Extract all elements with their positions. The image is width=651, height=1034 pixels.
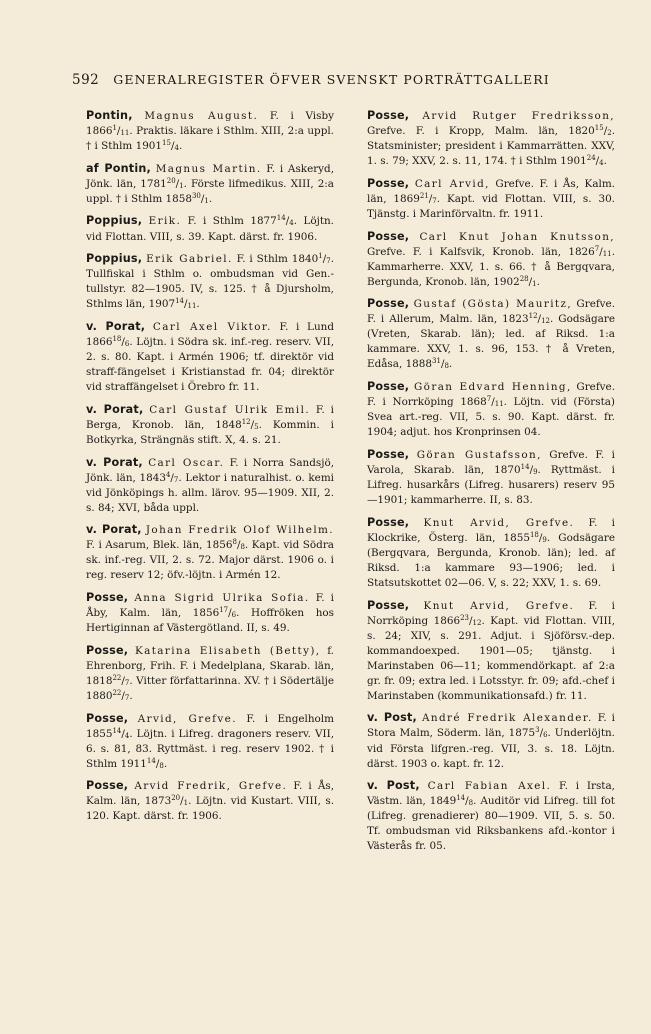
entry-details: F. i Ås, Kalm. län, $1873^{20}/_1$. Löjtn. vid Kustart. VIII, s. 120. Kapt. därst. fr. 1906.: [86, 780, 335, 823]
entry-given-name: Gustaf (Gösta) Mauritz,: [413, 298, 573, 311]
register-entry: [86, 590, 334, 636]
register-entry: [86, 643, 334, 704]
entry-given-name: Knut Arvid, Grefve.: [423, 516, 575, 529]
entry-surname: Posse,: [367, 447, 410, 461]
entry-given-name: Arvid Fredrik, Grefve.: [134, 780, 288, 793]
entry-details: F. i Engelholm $1855^{14}/_4$. Löjtn. i Lifreg. dragoners reserv. VII, 6. s. 81, 83. Ryttmäst. i reg. reserv 1902. † i Sthlm $1911^{14}/_8$.: [86, 712, 334, 770]
entry-given-name: Göran Gustafsson,: [416, 448, 542, 461]
register-entry: [367, 176, 615, 222]
register-entry: [86, 522, 334, 583]
entry-details: F. i Stora Malm, Söderm. län, $1875^3/_6$. Underlöjtn. vid Första lifgren.-reg. VII, 3. s. 18. Löjtn. därst. 1903 o. kapt. fr. 12.: [367, 712, 615, 770]
entry-surname: Pontin,: [86, 109, 133, 122]
entry-surname: Posse,: [86, 779, 129, 793]
entry-details: F. i Norra Sandsjö, Jönk. län, $1843^4/_7$. Lektor i naturalhist. o. kemi vid Jönköpings h. allm. lärov. 95—1909. XII, 2. s. 84; XVI, båda uppl.: [86, 456, 335, 514]
entry-surname: Posse,: [367, 380, 410, 394]
entry-surname: v. Porat,: [86, 455, 143, 469]
entry-surname: Posse,: [367, 598, 410, 612]
entry-given-name: Katarina Elisabeth (Betty),: [134, 644, 321, 657]
entry-surname: v. Porat,: [86, 402, 144, 416]
entry-surname: af Pontin,: [86, 161, 151, 175]
entry-surname: Posse,: [367, 229, 410, 243]
entry-details: F. i Askeryd, Jönk. län, $1781^{20}/_1$. Förste lifmedikus. XIII, 2:a uppl. † i Sthlm $1858^{30}/_1$.: [86, 162, 335, 205]
register-entry: [367, 515, 615, 591]
entry-surname: Poppius,: [86, 252, 143, 266]
entry-details: Grefve. F. i Varola, Skarab. län, $1870^{14}/_9$. Ryttmäst. i Lifreg. husarkårs (Lifreg. husarers) reserv 95—1901; kammarherre. II, s. 83.: [367, 448, 615, 507]
entry-details: F. i Asarum, Blek. län, $1856^8/_8$. Kapt. vid Södra sk. inf.-reg. VII, 2. s. 72. Major därst. 1906 o. i reg. reserv 12; öfv.-löjtn. i Armén 12.: [86, 538, 334, 582]
register-entry: [86, 161, 334, 207]
entry-given-name: Carl Axel Viktor.: [152, 320, 272, 333]
entry-surname: Posse,: [86, 591, 129, 605]
entry-surname: Posse,: [86, 643, 129, 657]
entry-given-name: Magnus August.: [144, 110, 259, 122]
page-number: 592: [72, 72, 100, 88]
entry-details: F. i Lund $1866^{18}/_6$. Löjtn. i Södra sk. inf.-reg. reserv. VII, 2. s. 80. Kapt. i Armén 1906; tf. direktör vid straff-fängelset i Kristianstad fr. 04; direktör vid straffängelset i Örebro fr. 11.: [86, 320, 334, 394]
left-column: [86, 108, 334, 831]
register-entry: [367, 229, 615, 290]
entry-given-name: Anna Sigrid Ulrika Sofia.: [134, 592, 310, 605]
entry-given-name: Arvid, Grefve.: [137, 712, 237, 725]
entry-details: F. i Sthlm $1840^1/_7$. Tullfiskal i Sthlm o. ombudsman vid Gen.-tullstyr. 82—1905. IV, s. 125. † å Djursholm, Sthlms län, $1907^{14}/_{11}$.: [86, 252, 334, 311]
entry-details: Grefve. F. i Norrköping $1868^7/_{11}$. Löjtn. vid (Första) Svea art.-reg. VII, 5. s. 90. Kapt. därst. fr. 1904; adjut. hos Kronprinsen 04.: [367, 381, 615, 439]
page-header: [72, 72, 592, 88]
entry-surname: Posse,: [367, 515, 410, 529]
entry-given-name: Göran Edvard Henning,: [413, 381, 572, 394]
register-entry: [86, 711, 334, 772]
register-entry: [367, 379, 615, 440]
entry-given-name: Erik Gabriel.: [146, 253, 233, 266]
entry-given-name: Carl Gustaf Ulrik Emil.: [149, 403, 311, 416]
entry-given-name: André Fredrik Alexander.: [421, 712, 593, 725]
entry-surname: v. Porat,: [86, 523, 142, 537]
entry-details: F. i Sthlm $1877^{14}/_4$. Löjtn. vid Flottan. VIII, s. 39. Kapt. därst. fr. 1906.: [86, 214, 334, 243]
entry-given-name: Magnus Martin.: [155, 162, 262, 175]
entry-given-name: Carl Fabian Axel.: [427, 780, 552, 793]
register-entry: [86, 402, 334, 448]
running-title: GENERALREGISTER ÖFVER SVENSKT PORTRÄTTGALLERI: [113, 72, 550, 87]
entry-details: Grefve. F. i Kalfsvik, Kronob. län, $1826^7/_{11}$. Kammarherre. XXV, 1. s. 66. † å Bergqvara, Bergunda, Kronob. län, $1902^{28}/_1$.: [367, 244, 615, 288]
entry-surname: v. Post,: [367, 779, 420, 793]
entry-surname: Posse,: [86, 711, 129, 725]
entry-given-name: Johan Fredrik Olof Wilhelm.: [145, 524, 334, 537]
entry-surname: Posse,: [367, 297, 410, 311]
entry-details: F. i Irsta, Västm. län, $1849^{14}/_8$. Auditör vid Lifreg. till fot (Lifreg. grenadierer) 80—1909. VII, 5. s. 50. Tf. ombudsman vid Riksbankens afd.-kontor i Västerås fr. 05.: [367, 780, 615, 853]
entry-given-name: Arvid Rutger Fredriksson,: [422, 110, 615, 122]
entry-surname: Posse,: [367, 109, 410, 122]
register-entry: [367, 447, 615, 508]
entry-given-name: Carl Oscar.: [148, 456, 225, 469]
entry-details: Grefve. F. i Ås, Kalm. län, $1869^{21}/_7$. Kapt. vid Flottan. VIII, s. 30. Tjänstg. i Marinförvaltn. fr. 1911.: [367, 177, 615, 220]
register-entry: [86, 213, 334, 244]
right-column: [367, 108, 615, 861]
entry-details: F. i Visby $1866^1/_{11}$. Praktis. läkare i Sthlm. XIII, 2:a uppl. † i Sthlm $1901^{15}/_4$.: [86, 110, 334, 153]
entry-given-name: Erik.: [148, 215, 182, 228]
entry-details: f. Ehrenborg, Frih. F. i Medelplana, Skarab. län, $1818^{22}/_7$. Vitter författarinna. XV. † i Södertälje $1880^{22}/_7$.: [86, 644, 334, 702]
entry-surname: v. Post,: [367, 711, 417, 725]
entry-details: F. i Berga, Kronob. län, $1848^{12}/_5$. Kommin. i Botkyrka, Strängnäs stift. X, 4. s. 21.: [86, 403, 334, 446]
register-entry: [86, 319, 334, 395]
register-entry: [86, 455, 334, 516]
register-entry: [367, 710, 615, 771]
entry-surname: Poppius,: [86, 214, 143, 228]
entry-details: F. i Norrköping $1866^{23}/_{12}$. Kapt. vid Flottan. VIII, s. 24; XIV, s. 291. Adjut. i Sjöförsv.-dep. kommandoexped. 1901—05; tjänstg. i Marinstaben 06—11; kommendörkapt. af 2:a gr. fr. 09; extra led. i Lotsstyr. fr. 09; afd.-chef i Marinstaben (kommunikationsafd.) fr. 11.: [367, 599, 615, 702]
register-entry: [86, 778, 334, 824]
register-entry: [367, 778, 615, 854]
entry-given-name: Carl Knut Johan Knutsson,: [419, 230, 615, 243]
entry-surname: Posse,: [367, 176, 410, 190]
register-entry: [86, 251, 334, 312]
entry-details: Grefve. F. i Allerum, Malm. län, $1823^{12}/_{12}$. Godsägare (Vreten, Skarab. län); led. af Riksd. 1:a kammare. XXV, 1. s. 96, 153. † å Vreten, Edåsa, $1888^{31}/_8$.: [367, 298, 616, 371]
entry-surname: v. Porat,: [86, 319, 146, 333]
register-entry: [367, 598, 615, 704]
entry-given-name: Carl Arvid,: [414, 177, 490, 190]
register-entry: [367, 108, 615, 169]
entry-details: Grefve. F. i Kropp, Malm. län, $1820^{15}/_2$. Statsminister; president i Kammarrätten. XXV, 1. s. 79; XXV, 2. s. 11, 174. † i Sthlm $1901^{24}/_4$.: [367, 124, 615, 168]
entry-details: F. i Klockrike, Österg. län, $1855^{18}/_9$. Godsägare (Bergqvara, Bergunda, Kronob. län); led. af Riksd. 1:a kammare 93—1906; led. i Statsutskottet 02—06. V, s. 22; XXV, 1. s. 69.: [367, 516, 615, 589]
register-entry: [86, 108, 334, 154]
entry-details: F. i Åby, Kalm. län, $1856^{17}/_6$. Hoffröken hos Hertiginnan af Västergötland. II, s. 49.: [86, 592, 335, 635]
entry-given-name: Knut Arvid, Grefve.: [423, 599, 575, 612]
register-entry: [367, 296, 615, 372]
